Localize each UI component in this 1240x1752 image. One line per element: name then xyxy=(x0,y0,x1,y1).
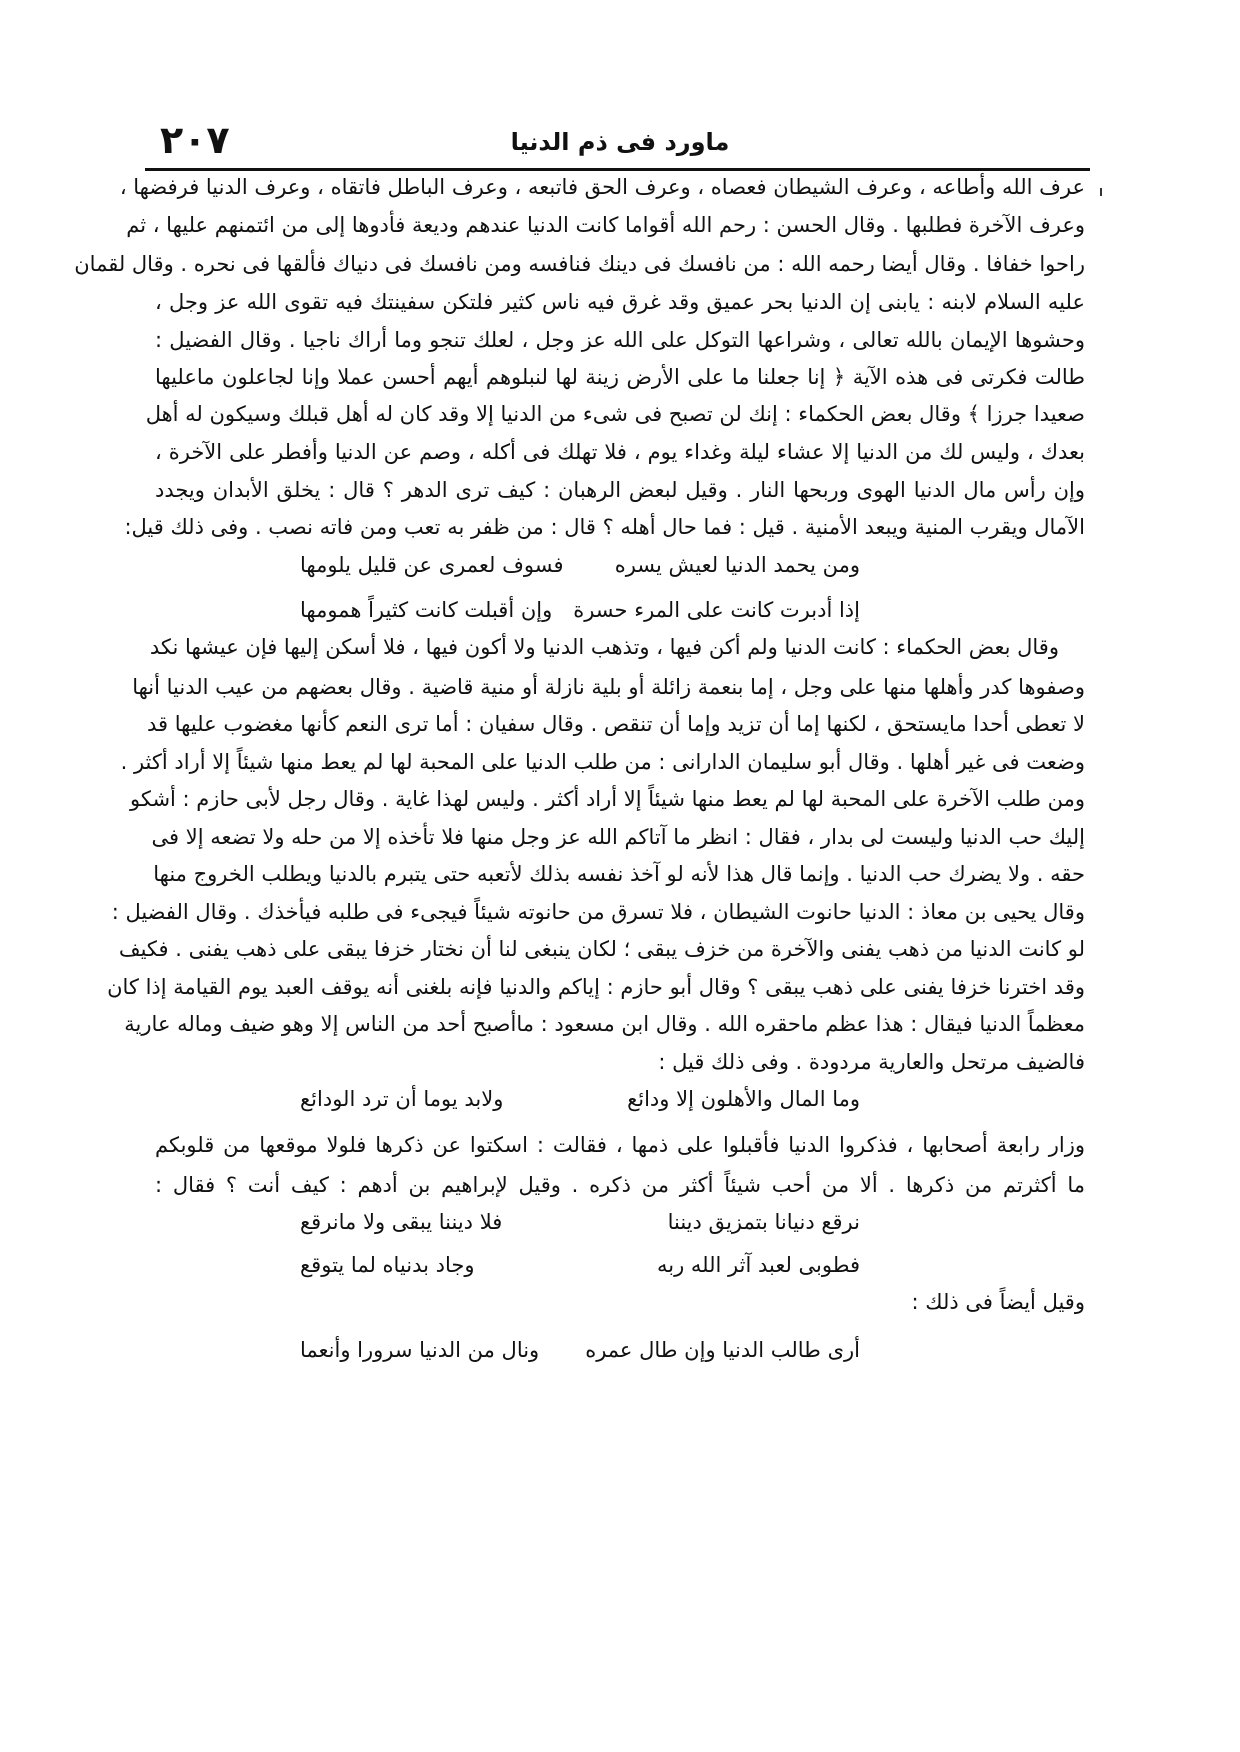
text-line: بعدك ، وليس لك من الدنيا إلا عشاء ليلة وغداء يوم ، فلا تهلك فى أكله ، وصم عن الدنيا وأفطر على الآخرة ، xyxy=(155,440,1085,464)
header-rule xyxy=(145,168,1090,171)
hemistich-right: ومن يحمد الدنيا لعيش يسره xyxy=(614,553,860,577)
text-line: معظماً الدنيا فيقال : هذا عظم ماحقره الله . وقال ابن مسعود : ماأصبح أحد من الناس إلا وهو ضيف وماله عارية xyxy=(124,1012,1085,1036)
hemistich-right: أرى طالب الدنيا وإن طال عمره xyxy=(585,1338,860,1362)
text-line: لا تعطى أحدا مايستحق ، لكنها إما أن تزيد وإما أن تنقص . وقال سفيان : أما ترى النعم كأنها مغضوب عليها قد xyxy=(147,712,1085,736)
hemistich-right: فطوبى لعبد آثر الله ربه xyxy=(656,1253,860,1277)
running-header-title: ماورد فى ذم الدنيا xyxy=(510,128,730,156)
text-line: وقد اخترنا خزفا يفنى على ذهب يبقى ؟ وقال أبو حازم : إياكم والدنيا فإنه بلغنى أنه يوقف العبد يوم القيامة إذا كان xyxy=(107,975,1085,999)
text-line: وإن رأس مال الدنيا الهوى وربحها النار . وقيل لبعض الرهبان : كيف ترى الدهر ؟ قال : يخلق الأبدان ويجدد xyxy=(155,478,1085,502)
hemistich-right: نرقع دنيانا بتمزيق ديننا xyxy=(667,1210,860,1234)
text-line: طالت فكرتى فى هذه الآية ﴿ إنا جعلنا ما على الأرض زينة لها لنبلوهم أيهم أحسن عملا وإنا لجاعلون ماعليها xyxy=(155,365,1085,389)
text-line: وزار رابعة أصحابها ، فذكروا الدنيا فأقبلوا على ذمها ، فقالت : اسكتوا عن ذكرها فلولا موقعها من قلوبكم xyxy=(155,1133,1085,1157)
page-number: ٢٠٧ xyxy=(160,118,230,162)
text-line: عليه السلام لابنه : يابنى إن الدنيا بحر عميق وقد غرق فيه ناس كثير فلتكن سفينتك فيه تقوى الله عز وجل ، xyxy=(155,290,1085,314)
hemistich-left: وجاد بدنياه لما يتوقع xyxy=(300,1253,475,1277)
poem-verse xyxy=(300,1250,860,1280)
scan-mark xyxy=(1100,188,1102,196)
text-line: صعيدا جرزا ﴾ وقال بعض الحكماء : إنك لن تصبح فى شىء من الدنيا إلا وقد كان له أهل قبلك وسيكون له أهل xyxy=(145,402,1085,426)
poem-verse xyxy=(300,1335,860,1365)
poem-verse xyxy=(300,1207,860,1237)
poem-verse xyxy=(300,1084,860,1114)
text-line: وصفوها كدر وأهلها منها على وجل ، إما بنعمة زائلة أو بلية نازلة أو منية قاضية . وقال بعضهم من عيب الدنيا أنها xyxy=(132,675,1085,699)
text-line: وعرف الآخرة فطلبها . وقال الحسن : رحم الله أقواما كانت الدنيا عندهم وديعة فأدوها إلى من ائتمنهم عليها ، ثم xyxy=(126,213,1085,237)
text-line: فالضيف مرتحل والعارية مردودة . وفى ذلك قيل : xyxy=(658,1050,1085,1074)
poem-verse xyxy=(300,550,860,580)
text-line: وقال بعض الحكماء : كانت الدنيا ولم أكن فيها ، وتذهب الدنيا ولا أكون فيها ، فلا أسكن إليها فإن عيشها نكد xyxy=(149,635,1059,659)
text-line: وقيل أيضاً فى ذلك : xyxy=(911,1290,1085,1314)
text-line: وضعت فى غير أهلها . وقال أبو سليمان الدارانى : من طلب الدنيا على المحبة لها لم يعط منها شيئاً إلا أراد أكثر . xyxy=(120,750,1085,774)
text-line: ما أكثرتم من ذكرها . ألا من أحب شيئاً أكثر من ذكره . وقيل لإبراهيم بن أدهم : كيف أنت ؟ فقال : xyxy=(155,1173,1085,1197)
text-line: عرف الله وأطاعه ، وعرف الشيطان فعصاه ، وعرف الحق فاتبعه ، وعرف الباطل فاتقاه ، وعرف الدنيا فرفضها ، xyxy=(119,175,1085,199)
hemistich-left: ونال من الدنيا سرورا وأنعما xyxy=(300,1338,540,1362)
text-line: ومن طلب الآخرة على المحبة لها لم يعط منها شيئاً إلا أراد أكثر . وليس لهذا غاية . وقال رجل لأبى حازم : أشكو xyxy=(130,787,1085,811)
text-line: وقال يحيى بن معاذ : الدنيا حانوت الشيطان ، فلا تسرق من حانوته شيئاً فيجىء فى طلبه فيأخذك . وقال الفضيل : xyxy=(111,900,1085,924)
text-line: حقه . ولا يضرك حب الدنيا . وإنما قال هذا لأنه لو آخذ نفسه بذلك لأتعبه حتى يتبرم بالدنيا ويطلب الخروج منها xyxy=(153,862,1085,886)
text-line: وحشوها الإيمان بالله تعالى ، وشراعها التوكل على الله عز وجل ، لعلك تنجو وما أراك ناجيا . وقال الفضيل : xyxy=(155,328,1085,352)
text-line: إليك حب الدنيا وليست لى بدار ، فقال : انظر ما آتاكم الله عز وجل منها فلا تأخذه إلا من حله ولا تضعه إلا فى xyxy=(151,825,1085,849)
hemistich-right: إذا أدبرت كانت على المرء حسرة xyxy=(573,598,860,622)
text-line: راحوا خفافا . وقال أيضا رحمه الله : من نافسك فى دينك فنافسه ومن نافسك فى دنياك فألقها فى نحره . وقال لقمان xyxy=(74,252,1085,276)
hemistich-left: فسوف لعمرى عن قليل يلومها xyxy=(300,553,564,577)
poem-verse xyxy=(300,595,860,625)
text-line: الآمال ويقرب المنية ويبعد الأمنية . قيل : فما حال أهله ؟ قال : من ظفر به تعب ومن فاته نصب . وفى ذلك قيل: xyxy=(124,515,1085,539)
hemistich-left: وإن أقبلت كانت كثيراً همومها xyxy=(300,598,553,622)
hemistich-left: فلا ديننا يبقى ولا مانرقع xyxy=(300,1210,503,1234)
hemistich-right: وما المال والأهلون إلا ودائع xyxy=(627,1087,860,1111)
text-line: لو كانت الدنيا من ذهب يفنى والآخرة من خزف يبقى ؛ لكان ينبغى لنا أن نختار خزفا يبقى على ذهب يفنى . فكيف xyxy=(118,937,1085,961)
hemistich-left: ولابد يوما أن ترد الودائع xyxy=(300,1087,504,1111)
